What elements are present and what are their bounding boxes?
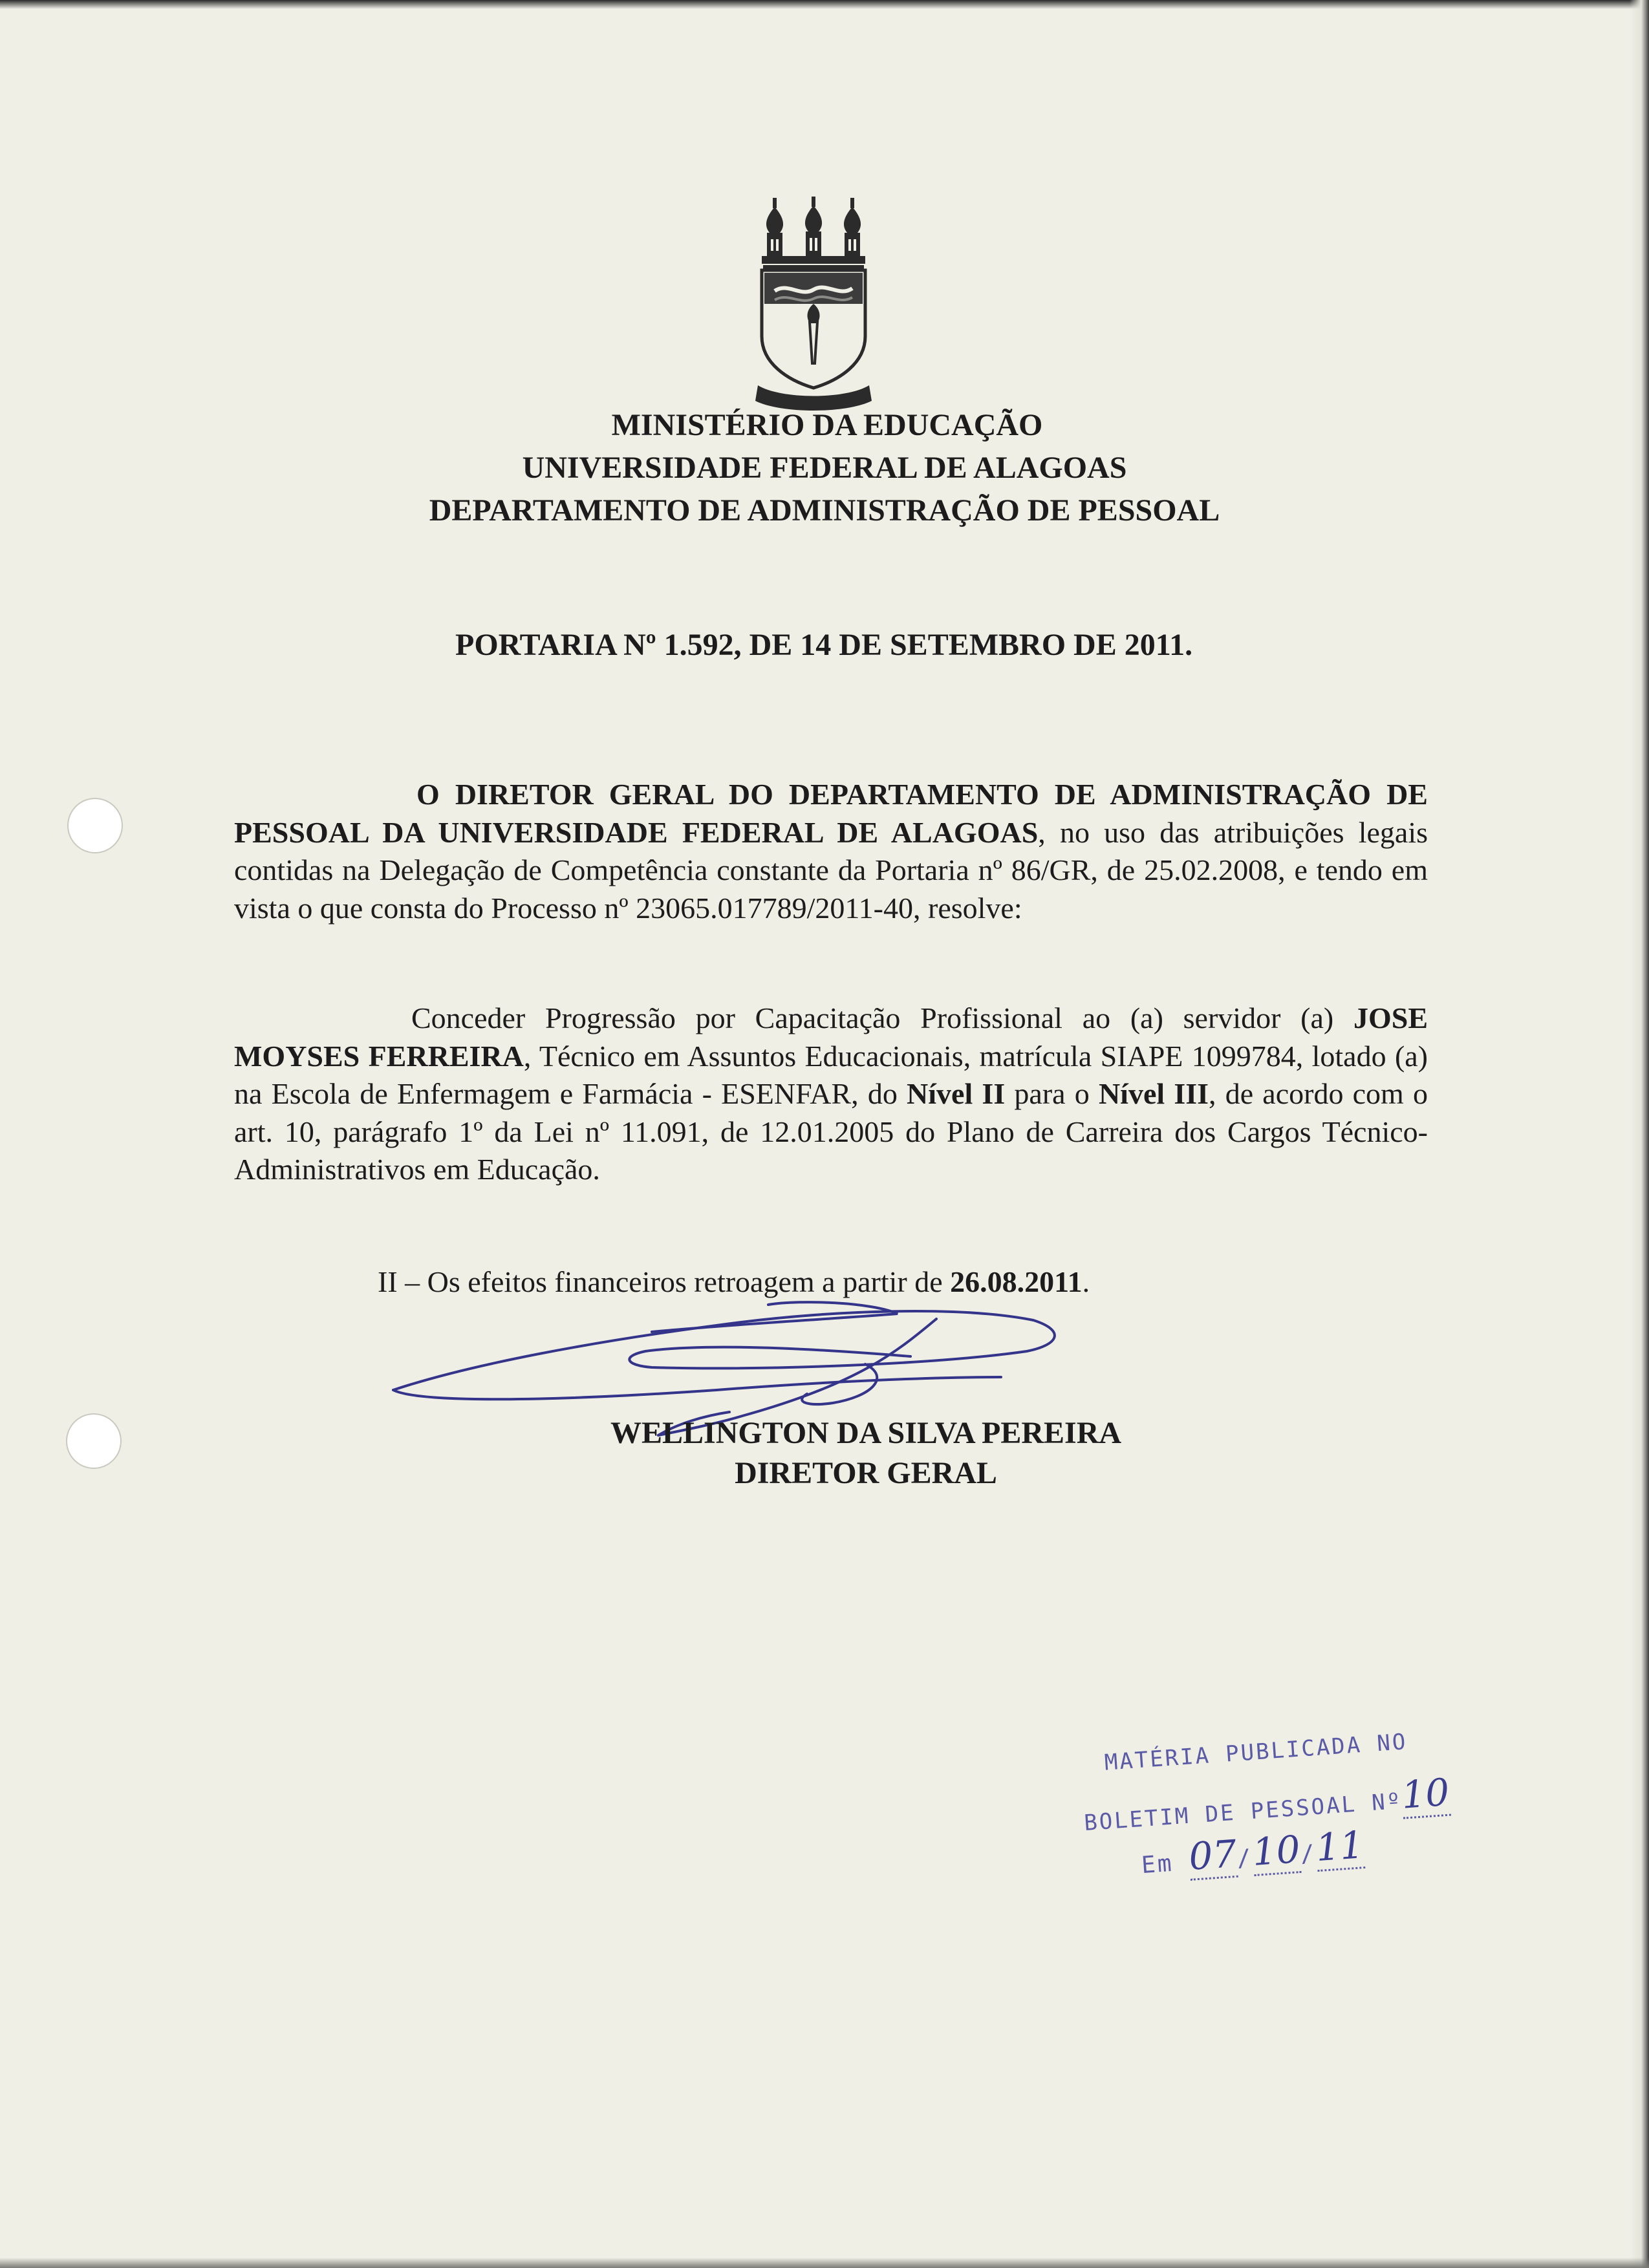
scan-edge-right <box>1630 0 1649 2268</box>
resolution-text: Conceder Progressão por Capacitação Profissional ao (a) servidor (a) <box>411 1001 1353 1034</box>
stamp-day: 07 <box>1187 1832 1238 1881</box>
stamp-line-1: MATÉRIA PUBLICADA NO <box>1103 1729 1408 1776</box>
punch-hole <box>69 799 122 852</box>
stamp-month: 10 <box>1251 1827 1302 1876</box>
effective-date: 26.08.2011 <box>950 1265 1083 1298</box>
preamble-authority: O DIRETOR GERAL DO DEPARTAMENTO DE ADMINISTRAÇÃO DE PESSOAL DA UNIVERSIDADE FEDERAL DE ALAGOAS <box>234 778 1428 849</box>
signer-name: WELLINGTON DA SILVA PEREIRA <box>610 1416 1122 1450</box>
signer-block <box>0 1413 1649 1493</box>
level-to: Nível III <box>1098 1077 1209 1110</box>
resolution-text: , de acordo com o art. 10, parágrafo 1º da Lei nº 11.091, de 12.01.2005 do Plano de Carreira dos Cargos Técnico-Administrativos em Educação. <box>234 1077 1428 1186</box>
signer-role: DIRETOR GERAL <box>735 1456 997 1490</box>
scan-edge-top <box>0 0 1649 9</box>
stamp-separator: / <box>1299 1840 1318 1868</box>
employee-name: JOSE MOYSES FERREIRA <box>234 1001 1428 1073</box>
effects-end: . <box>1082 1265 1090 1298</box>
level-from: Nível II <box>907 1077 1006 1110</box>
publication-stamp <box>1073 1720 1460 1914</box>
scan-edge-bottom <box>0 2258 1649 2268</box>
institution-header <box>0 404 1649 532</box>
effects-text: II – Os efeitos financeiros retroagem a partir de <box>378 1265 951 1298</box>
university-name: UNIVERSIDADE FEDERAL DE ALAGOAS <box>522 451 1127 485</box>
stamp-bulletin-label: BOLETIM DE PESSOAL Nº <box>1083 1788 1403 1837</box>
university-coat-of-arms-icon <box>749 194 878 414</box>
resolution-text: , Técnico em Assuntos Educacionais, matrícula SIAPE 1099784, lotado (a) na Escola de Enfermagem e Farmácia - ESENFAR, do <box>234 1039 1428 1110</box>
preamble-paragraph <box>234 776 1428 927</box>
resolution-paragraph <box>234 1000 1428 1189</box>
stamp-year: 11 <box>1315 1823 1366 1872</box>
stamp-separator: / <box>1236 1845 1254 1872</box>
stamp-date-label: Em <box>1140 1850 1174 1879</box>
department-name: DEPARTAMENTO DE ADMINISTRAÇÃO DE PESSOAL <box>429 493 1220 528</box>
document-title: PORTARIA Nº 1.592, DE 14 DE SETEMBRO DE 2011. <box>455 628 1193 662</box>
stamp-bulletin-number: 10 <box>1400 1770 1451 1819</box>
resolution-text: para o <box>1005 1077 1099 1110</box>
preamble-text: , no uso das atribuições legais contidas na Delegação de Competência constante da Portaria nº 86/GR, de 25.02.2008, e tendo em vista o que consta do Processo nº 23065.017789/2011-40, resolve: <box>234 815 1428 925</box>
ministry-name: MINISTÉRIO DA EDUCAÇÃO <box>611 408 1043 442</box>
